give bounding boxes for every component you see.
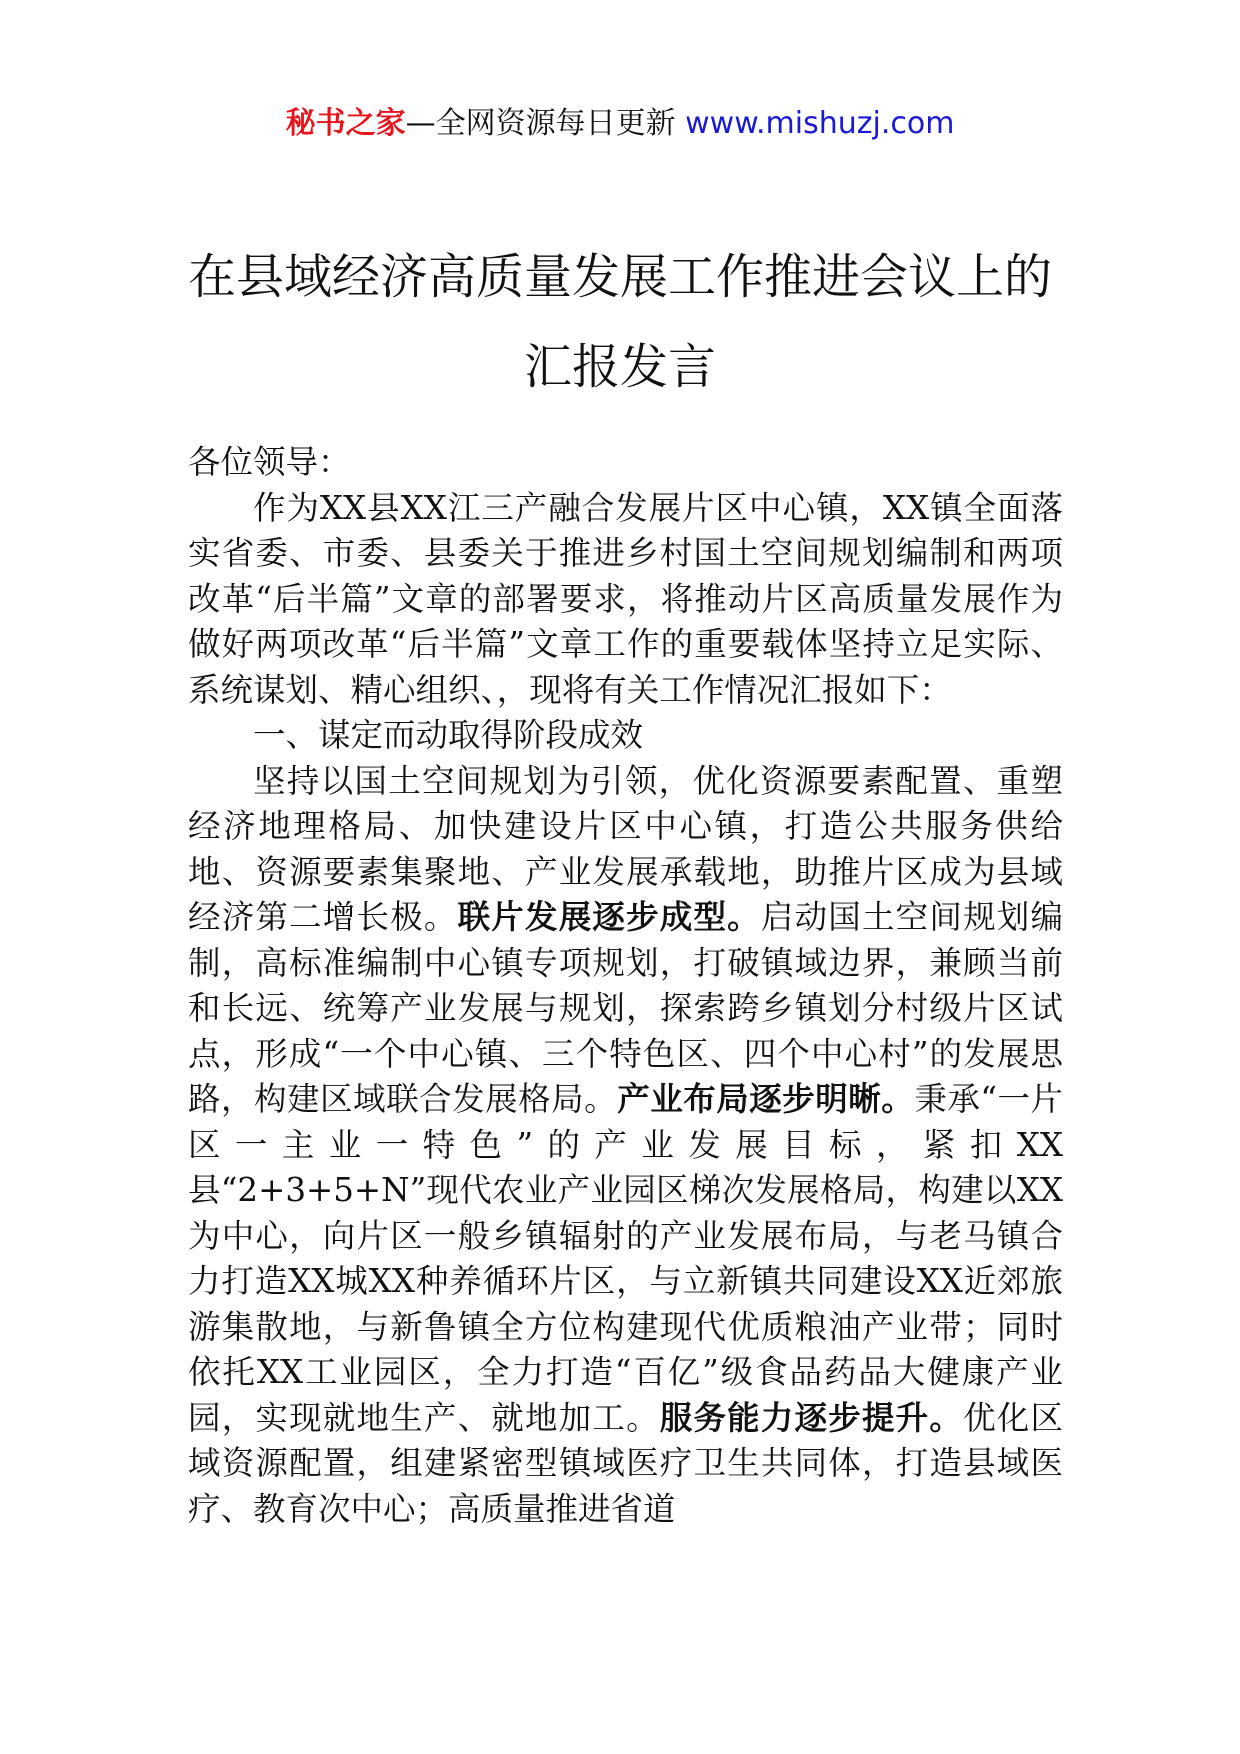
site-url[interactable]: www.mishuzj.com: [685, 106, 955, 141]
bold-subheading-2: 产业布局逐步明晰。: [617, 1080, 915, 1118]
document-title: [0, 232, 1240, 412]
intro-paragraph: 作为XX县XX江三产融合发展片区中心镇，XX镇全面落实省委、市委、县委关于推进乡村国土空间规划编制和两项改革“后半篇”文章的部署要求，将推动片区高质量发展作为做好两项改革“后半篇”文章工作的重要载体坚持立足实际、系统谋划、精心组织、，现将有关工作情况汇报如下：: [188, 488, 1063, 709]
paragraph-text-1: 启动国土空间规划编制，高标准编制中心镇专项规划，打破镇域边界，兼顾当前和长远、统筹产业发展与规划，探索跨乡镇划分村级片区试点，形成“一个中心镇、三个特色区、四个中心村”的发展思路，构建区域联合发展格局。: [188, 898, 1063, 1118]
title-line-1: 在县域经济高质量发展工作推进会议上的: [187, 249, 1052, 305]
paragraph-text-3: 优化区域资源配置，组建紧密型镇域医疗卫生共同体，打造县域医疗、教育次中心；高质量推进省道: [188, 1398, 1063, 1528]
brand-name: 秘书之家: [285, 106, 406, 141]
paragraph-text-2: 秉承“一片区一主业一特色”的产业发展目标，紧扣XX县“2+3+5+N”现代农业产业园区梯次发展格局，构建以XX为中心，向片区一般乡镇辐射的产业发展布局，与老马镇合力打造XX城XX种养循环片区，与立新镇共同建设XX近郊旅游集散地，与新鲁镇全方位构建现代优质粮油产业带；同时依托XX工业园区，全力打造“百亿”级食品药品大健康产业园，实现就地生产、就地加工。: [188, 1080, 1063, 1437]
section-paragraph: [188, 759, 1063, 1533]
title-line-2: 汇报发言: [523, 339, 716, 395]
salutation: 各位领导：: [188, 443, 351, 481]
page-header: [0, 102, 1240, 146]
bold-subheading-1: 联片发展逐步成型。: [457, 898, 761, 936]
document-body: [188, 440, 1063, 1532]
bold-subheading-3: 服务能力逐步提升。: [659, 1398, 964, 1437]
section-heading: 一、谋定而动取得阶段成效: [253, 716, 644, 754]
header-slogan: —全网资源每日更新: [405, 106, 686, 141]
paragraph-lead: 坚持以国土空间规划为引领，优化资源要素配置、重塑经济地理格局、加快建设片区中心镇，打造公共服务供给地、资源要素集聚地、产业发展承载地，助推片区成为县域经济第二增长极。: [188, 761, 1063, 936]
